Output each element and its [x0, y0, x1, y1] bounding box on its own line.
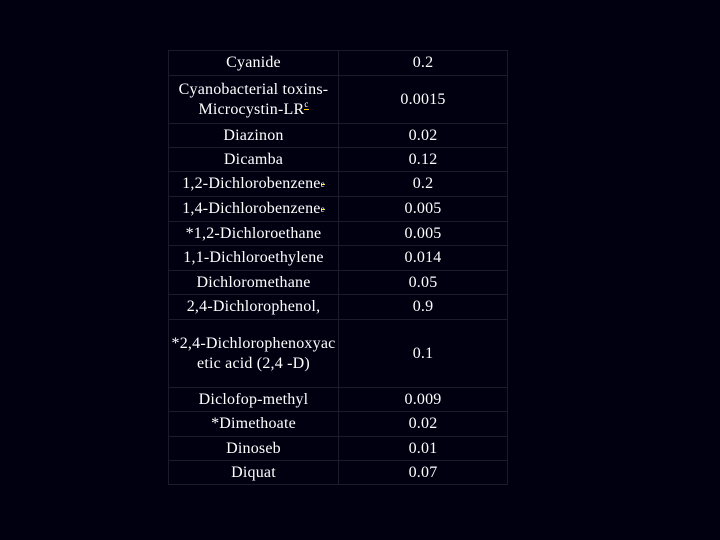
contaminant-name: *2,4-Dichlorophenoxyacetic acid (2,4 -D): [168, 319, 338, 387]
table-row: [168, 436, 508, 460]
footnote-marker: e: [320, 178, 325, 189]
contaminant-value: 0.01: [338, 436, 508, 460]
contaminant-name: Cyanide: [168, 50, 338, 75]
footnote-marker: c: [304, 99, 309, 110]
contaminant-name: 1,2-Dichlorobenzene e: [168, 171, 338, 196]
contaminant-name: 2,4-Dichlorophenol,: [168, 294, 338, 319]
contaminant-value: 0.2: [338, 50, 508, 75]
table-row: [168, 171, 508, 196]
contaminant-name: 1,4-Dichlorobenzene e: [168, 196, 338, 221]
contaminant-value: 0.02: [338, 411, 508, 436]
contaminant-value: 0.12: [338, 147, 508, 171]
contaminant-value: 0.1: [338, 319, 508, 387]
table-row: [168, 147, 508, 171]
contaminant-name: *1,2-Dichloroethane: [168, 221, 338, 245]
table-row: [168, 196, 508, 221]
contaminant-value: 0.014: [338, 245, 508, 270]
table-row: [168, 270, 508, 294]
contaminant-name: Cyanobacterial toxins- Microcystin-$LR^c$: [168, 75, 338, 123]
contaminant-value: 0.005: [338, 196, 508, 221]
table-row: [168, 50, 508, 75]
contaminant-value: 0.02: [338, 123, 508, 147]
table-row: [168, 75, 508, 123]
contaminant-name: 1,1-Dichloroethylene: [168, 245, 338, 270]
contaminant-value: 0.07: [338, 460, 508, 485]
contaminant-value: 0.9: [338, 294, 508, 319]
table-row: [168, 319, 508, 387]
contaminant-value: 0.0015: [338, 75, 508, 123]
contaminant-value: 0.2: [338, 171, 508, 196]
table-row: [168, 387, 508, 411]
contaminant-name: Diquat: [168, 460, 338, 485]
contaminant-name: *Dimethoate: [168, 411, 338, 436]
table-row: [168, 123, 508, 147]
table-row: [168, 460, 508, 485]
contaminant-value: 0.009: [338, 387, 508, 411]
contaminant-name: Dinoseb: [168, 436, 338, 460]
contaminant-name: Diclofop-methyl: [168, 387, 338, 411]
contaminant-name: Dichloromethane: [168, 270, 338, 294]
contaminant-table: [168, 50, 508, 485]
table-row: [168, 294, 508, 319]
footnote-marker: e: [320, 203, 325, 214]
table-row: [168, 411, 508, 436]
contaminant-value: 0.005: [338, 221, 508, 245]
contaminant-name: Diazinon: [168, 123, 338, 147]
table-row: [168, 245, 508, 270]
contaminant-value: 0.05: [338, 270, 508, 294]
contaminant-name: Dicamba: [168, 147, 338, 171]
table-row: [168, 221, 508, 245]
